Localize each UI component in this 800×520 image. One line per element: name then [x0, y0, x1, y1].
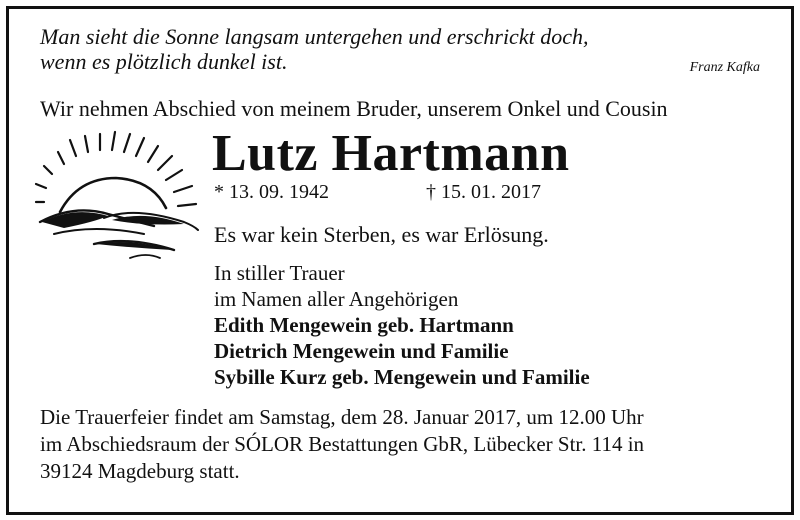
- saying: Es war kein Sterben, es war Erlösung.: [214, 222, 549, 247]
- service-line-3: 39124 Magdeburg statt.: [40, 459, 240, 483]
- death-date: † 15. 01. 2017: [426, 181, 541, 203]
- birth-date: * 13. 09. 1942: [214, 181, 329, 203]
- service-line-1: Die Trauerfeier findet am Samstag, dem 28. Januar 2017, um 12.00 Uhr: [40, 405, 644, 429]
- mourners-block: [214, 260, 590, 390]
- quote-line-2: wenn es plötzlich dunkel ist.: [40, 49, 288, 74]
- mourner-name: Sybille Kurz geb. Mengewein und Familie: [214, 365, 590, 389]
- mourners-line-1: In stiller Trauer: [214, 261, 345, 285]
- intro-line: Wir nehmen Abschied von meinem Bruder, unserem Onkel und Cousin: [40, 96, 668, 121]
- life-dates: [214, 180, 541, 204]
- mourner-name: Edith Mengewein geb. Hartmann: [214, 313, 514, 337]
- kafka-quote: [40, 24, 760, 74]
- sunset-icon: [34, 126, 204, 266]
- mourner-name: Dietrich Mengewein und Familie: [214, 339, 509, 363]
- quote-author: Franz Kafka: [689, 60, 760, 75]
- mourners-line-2: im Namen aller Angehörigen: [214, 287, 459, 311]
- deceased-name: Lutz Hartmann: [212, 125, 570, 182]
- service-line-2: im Abschiedsraum der SÓLOR Bestattungen GbR, Lübecker Str. 114 in: [40, 432, 645, 456]
- service-info: [40, 404, 770, 485]
- quote-line-1: Man sieht die Sonne langsam untergehen und erschrickt doch,: [40, 24, 589, 49]
